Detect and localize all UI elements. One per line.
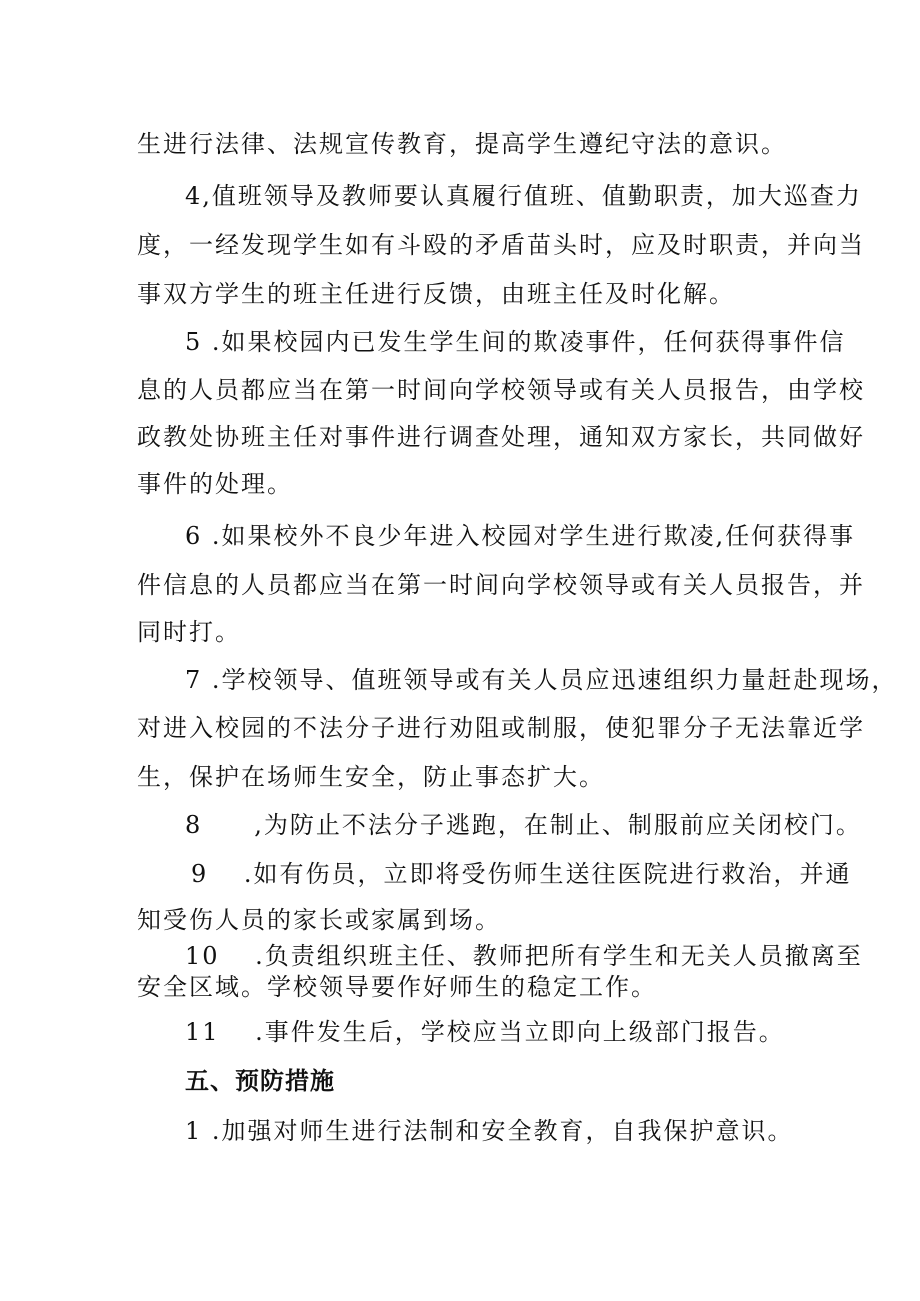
item-5-line-1: 5 .如果校园内已发生学生间的欺凌事件，任何获得事件信 <box>185 328 846 356</box>
prevention-item-1: 1 .加强对师生进行法制和安全教育，自我保护意识。 <box>185 1117 794 1145</box>
item-5-line-2: 息的人员都应当在第一时间向学校领导或有关人员报告，由学校 <box>137 376 865 404</box>
item-4-line-1: 4,值班领导及教师要认真履行值班、值勤职责，加大巡查力 <box>185 182 862 210</box>
item-4-line-3: 事双方学生的班主任进行反馈，由班主任及时化解。 <box>137 280 735 308</box>
item-10-line-2: 安全区域。学校领导要作好师生的稳定工作。 <box>137 973 657 1001</box>
item-7-line-3: 生，保护在场师生安全，防止事态扩大。 <box>137 763 605 791</box>
item-10-line-1: 10 .负责组织班主任、教师把所有学生和无关人员撤离至 <box>185 942 863 970</box>
section-heading: 五、预防措施 <box>185 1067 335 1095</box>
item-7-line-2: 对进入校园的不法分子进行劝阻或制服，使犯罪分子无法靠近学 <box>137 714 865 742</box>
item-6-line-2: 件信息的人员都应当在第一时间向学校领导或有关人员报告，并 <box>137 571 865 599</box>
item-5-line-3: 政教处协班主任对事件进行调查处理，通知双方家长，共同做好 <box>137 423 865 451</box>
item-9-line-1: 9 .如有伤员，立即将受伤师生送往医院进行救治，并通 <box>191 860 852 888</box>
item-8-line-1: 8 ,为防止不法分子逃跑，在制止、制服前应关闭校门。 <box>185 811 862 839</box>
item-6-line-3: 同时打。 <box>137 618 241 646</box>
item-5-line-4: 事件的处理。 <box>137 470 293 498</box>
item-7-line-1: 7 .学校领导、值班领导或有关人员应迅速组织力量赶赴现场， <box>185 666 898 694</box>
item-11-line-1: 11 .事件发生后，学校应当立即向上级部门报告。 <box>185 1018 785 1046</box>
text-line: 生进行法律、法规宣传教育，提高学生遵纪守法的意识。 <box>137 130 787 158</box>
item-4-line-2: 度，一经发现学生如有斗殴的矛盾苗头时，应及时职责，并向当 <box>137 231 865 259</box>
item-9-line-2: 知受伤人员的家长或家属到场。 <box>137 906 501 934</box>
item-6-line-1: 6 .如果校外不良少年进入校园对学生进行欺凌,任何获得事 <box>185 522 856 550</box>
